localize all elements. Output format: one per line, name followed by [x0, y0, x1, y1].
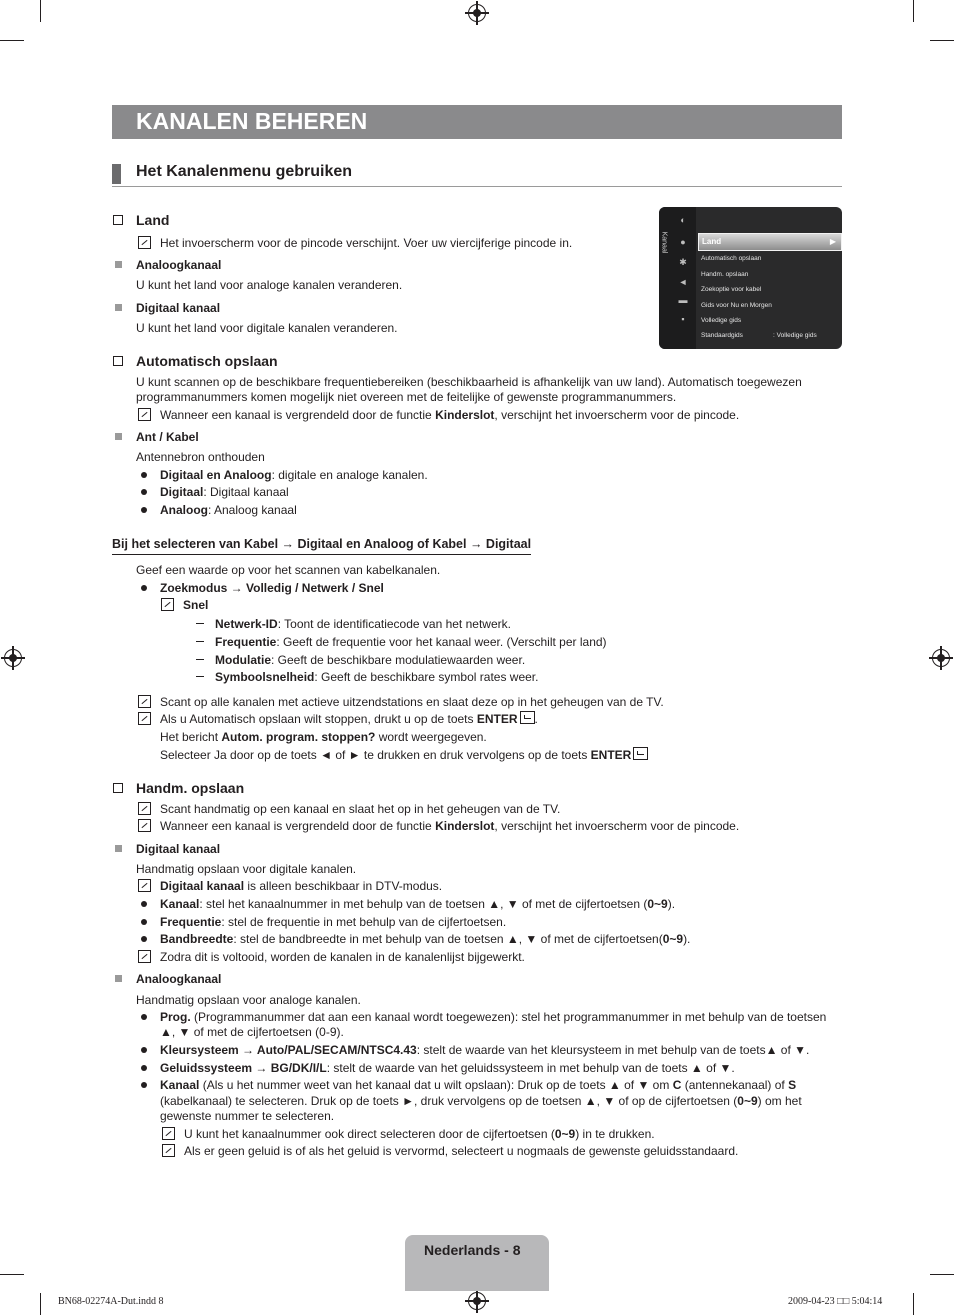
text: U kunt het land voor analoge kanalen veranderen.: [136, 278, 403, 292]
dash-bullet: [196, 641, 204, 642]
text: Bandbreedte: stel de bandbreedte in met behulp van de toetsen ▲, ▼ of met de cijfertoetsen(0~9).: [160, 932, 691, 946]
bullet-icon: [141, 1047, 147, 1053]
bullet-icon: [141, 1065, 147, 1071]
square-bullet-icon: [115, 261, 122, 268]
text: Wanneer een kanaal is vergrendeld door de functie Kinderslot, verschijnt het invoerscherm voor de pincode.: [160, 819, 740, 833]
subheading: Digitaal kanaal: [136, 842, 221, 856]
text: Digitaal: Digitaal kanaal: [160, 485, 289, 499]
enter-key-icon: [633, 747, 648, 760]
land-note: Het invoerscherm voor de pincode verschijnt. Voer uw viercijferige pincode in.: [160, 236, 573, 250]
text: Het bericht Autom. program. stoppen? wordt weergegeven.: [160, 730, 487, 744]
menu-item[interactable]: Gids voor Nu en Morgen: [701, 302, 772, 309]
bullet-icon: [141, 901, 147, 907]
square-bullet-icon: [115, 845, 122, 852]
note-icon: [138, 236, 151, 249]
text: Digitaal kanaal is alleen beschikbaar in DTV-modus.: [160, 879, 443, 893]
checkbox-bullet-icon: [113, 783, 123, 793]
print-date: 2009-04-23 □□ 5:04:14: [788, 1296, 883, 1307]
note-icon: [138, 879, 151, 892]
text: Als er geen geluid is of als het geluid is vervormd, selecteert u nogmaals de gewenste geluidsstandaard.: [184, 1144, 739, 1158]
square-bullet-icon: [115, 433, 122, 440]
menu-item-land[interactable]: Land ▶: [698, 233, 842, 251]
text: Kanaal (Als u het nummer weet van het kanaal dat u wilt opslaan): Druk op de toets ▲ of ▼ om C (antennekanaal) of S: [160, 1078, 797, 1092]
application-icon: ▬: [678, 295, 688, 305]
text: U kunt het kanaalnummer ook direct selecteren door de cijfertoetsen (0~9) in te drukken.: [184, 1127, 655, 1141]
menu-side-label: Kanaal: [660, 231, 668, 254]
bullet-icon: [141, 507, 147, 513]
registration-mark-icon: [932, 649, 950, 667]
registration-mark-icon: [4, 649, 22, 667]
dash-bullet: [196, 659, 204, 660]
menu-item[interactable]: Volledige gids: [701, 317, 742, 324]
text: Handmatig opslaan voor analoge kanalen.: [136, 993, 361, 1007]
cable-heading: Bij het selecteren van Kabel → Digitaal en Analoog of Kabel → Digitaal: [112, 536, 531, 555]
heading-manual: Handm. opslaan: [136, 780, 245, 796]
subheading: Digitaal kanaal: [136, 301, 221, 315]
sound-icon: ●: [680, 237, 686, 247]
bullet-icon: [141, 936, 147, 942]
crop-mark: [930, 40, 954, 41]
checkbox-bullet-icon: [113, 215, 123, 225]
square-bullet-icon: [115, 975, 122, 982]
crop-mark: [0, 1274, 24, 1275]
text: Kanaal: stel het kanaalnummer in met behulp van de toetsen ▲, ▼ of met de cijfertoetsen (0~9).: [160, 897, 676, 911]
crop-mark: [913, 0, 914, 22]
text: Geef een waarde op voor het scannen van kabelkanalen.: [136, 563, 441, 577]
note-icon: [138, 712, 151, 725]
subheading: Analoogkanaal: [136, 972, 222, 986]
text: Symboolsnelheid: Geeft de beschikbare symbol rates weer.: [215, 670, 539, 684]
menu-item[interactable]: Zoekoptie voor kabel: [701, 286, 762, 293]
bullet-icon: [141, 919, 147, 925]
arrow-right-icon: ▶: [829, 237, 836, 246]
text: Selecteer Ja door op de toets ◄ of ► te drukken en druk vervolgens op de toets ENTER: [160, 747, 648, 763]
page-title: KANALEN BEHEREN: [136, 108, 368, 134]
enter-key-icon: [520, 711, 535, 724]
text: Geluidssysteem → BG/DK/I/L: stelt de waarde van het geluidssysteem in met behulp van de toets ▲ of ▼.: [160, 1061, 735, 1075]
crop-mark: [913, 1293, 914, 1315]
checkbox-bullet-icon: [113, 356, 123, 366]
bullet-icon: [141, 1014, 147, 1020]
bullet-icon: [141, 1082, 147, 1088]
crop-mark: [40, 1293, 41, 1315]
text: U kunt het land voor digitale kanalen veranderen.: [136, 321, 398, 335]
bullet-icon: [141, 472, 147, 478]
text: Zodra dit is voltooid, worden de kanalen in de kanalenlijst bijgewerkt.: [160, 950, 525, 964]
text: Zoekmodus → Volledig / Netwerk / Snel: [160, 581, 384, 595]
text: Handmatig opslaan voor digitale kanalen.: [136, 862, 357, 876]
registration-mark-icon: [468, 1292, 486, 1310]
note-icon: [138, 695, 151, 708]
text: gewenste nummer te selecteren.: [160, 1109, 335, 1123]
text: Modulatie: Geeft de beschikbare modulatiewaarden weer.: [215, 653, 526, 667]
text: ▲, ▼ of met de cijfertoetsen (0-9).: [160, 1025, 344, 1039]
note-icon: [138, 802, 151, 815]
note-icon: [138, 950, 151, 963]
menu-item-value: : Volledige gids: [773, 332, 817, 339]
text: Frequentie: Geeft de frequentie voor het kanaal weer. (Verschilt per land): [215, 635, 607, 649]
menu-item[interactable]: Handm. opslaan: [701, 271, 749, 278]
section-title: Het Kanalenmenu gebruiken: [136, 163, 353, 180]
text: U kunt scannen op de beschikbare frequentiebereiken (beschikbaarheid is afhankelijk van uw land). Automatisch toegewezen: [136, 375, 802, 389]
text: Antennebron onthouden: [136, 450, 265, 464]
text: (kabelkanaal) te selecteren. Druk op de toets ►, druk vervolgens op de toetsen ▲, ▼ of op de cijfertoetsen (0~9) om het: [160, 1094, 802, 1108]
menu-item[interactable]: Standaardgids: [701, 332, 743, 339]
text: Snel: [183, 598, 209, 612]
text: Kleursysteem → Auto/PAL/SECAM/NTSC4.43: stelt de waarde van het kleursysteem in met behulp van de toets▲ of ▼.: [160, 1043, 810, 1057]
note-icon: [162, 1127, 175, 1140]
note-icon: [161, 598, 174, 611]
menu-sidebar: [659, 207, 696, 349]
section-header: [112, 160, 842, 187]
tv-channel-menu: [659, 207, 842, 349]
crop-mark: [40, 0, 41, 22]
text: Digitaal en Analoog: digitale en analoge kanalen.: [160, 468, 428, 482]
menu-item[interactable]: Automatisch opslaan: [701, 255, 762, 262]
text: Netwerk-ID: Toont de identificatiecode van het netwerk.: [215, 617, 511, 631]
subheading: Analoogkanaal: [136, 258, 222, 272]
text: Scant handmatig op een kanaal en slaat het op in het geheugen van de TV.: [160, 802, 561, 816]
page-title-bar: [112, 105, 842, 139]
text: Scant op alle kanalen met actieve uitzendstations en slaat deze op in het geheugen van de TV.: [160, 695, 664, 709]
page-number: Nederlands - 8: [424, 1242, 521, 1258]
heading-land: Land: [136, 212, 170, 228]
text: Wanneer een kanaal is vergrendeld door de functie Kinderslot, verschijnt het invoerscherm voor de pincode.: [160, 408, 740, 422]
square-bullet-icon: [115, 304, 122, 311]
note-icon: [138, 408, 151, 421]
page-number-tab: [405, 1235, 549, 1291]
dash-bullet: [196, 676, 204, 677]
section-marker: [112, 164, 121, 184]
file-name: BN68-02274A-Dut.indd 8: [58, 1296, 164, 1307]
text: Prog. (Programmanummer dat aan een kanaal wordt toegewezen): stel het programmanummer in met behulp van de toetsen: [160, 1010, 827, 1024]
text: Analoog: Analoog kanaal: [160, 503, 297, 517]
dash-bullet: [196, 623, 204, 624]
note-icon: [138, 819, 151, 832]
subheading: Ant / Kabel: [136, 430, 199, 444]
crop-mark: [0, 40, 24, 41]
heading-auto: Automatisch opslaan: [136, 353, 278, 369]
text: Frequentie: stel de frequentie in met behulp van de cijfertoetsen.: [160, 915, 507, 929]
bullet-icon: [141, 489, 147, 495]
note-icon: [162, 1144, 175, 1157]
setup-icon: ✱: [679, 257, 687, 267]
bullet-icon: [141, 585, 147, 591]
support-icon: ▪: [681, 314, 685, 324]
text: Als u Automatisch opslaan wilt stoppen, drukt u op de toets ENTER .: [160, 712, 538, 726]
text: programmanummers komen mogelijk niet overeen met de feitelijke of gewenste programmanummers.: [136, 390, 677, 404]
input-icon: ◄: [678, 277, 688, 287]
registration-mark-icon: [468, 4, 486, 22]
crop-mark: [930, 1274, 954, 1275]
picture-icon: ◐: [680, 215, 686, 225]
